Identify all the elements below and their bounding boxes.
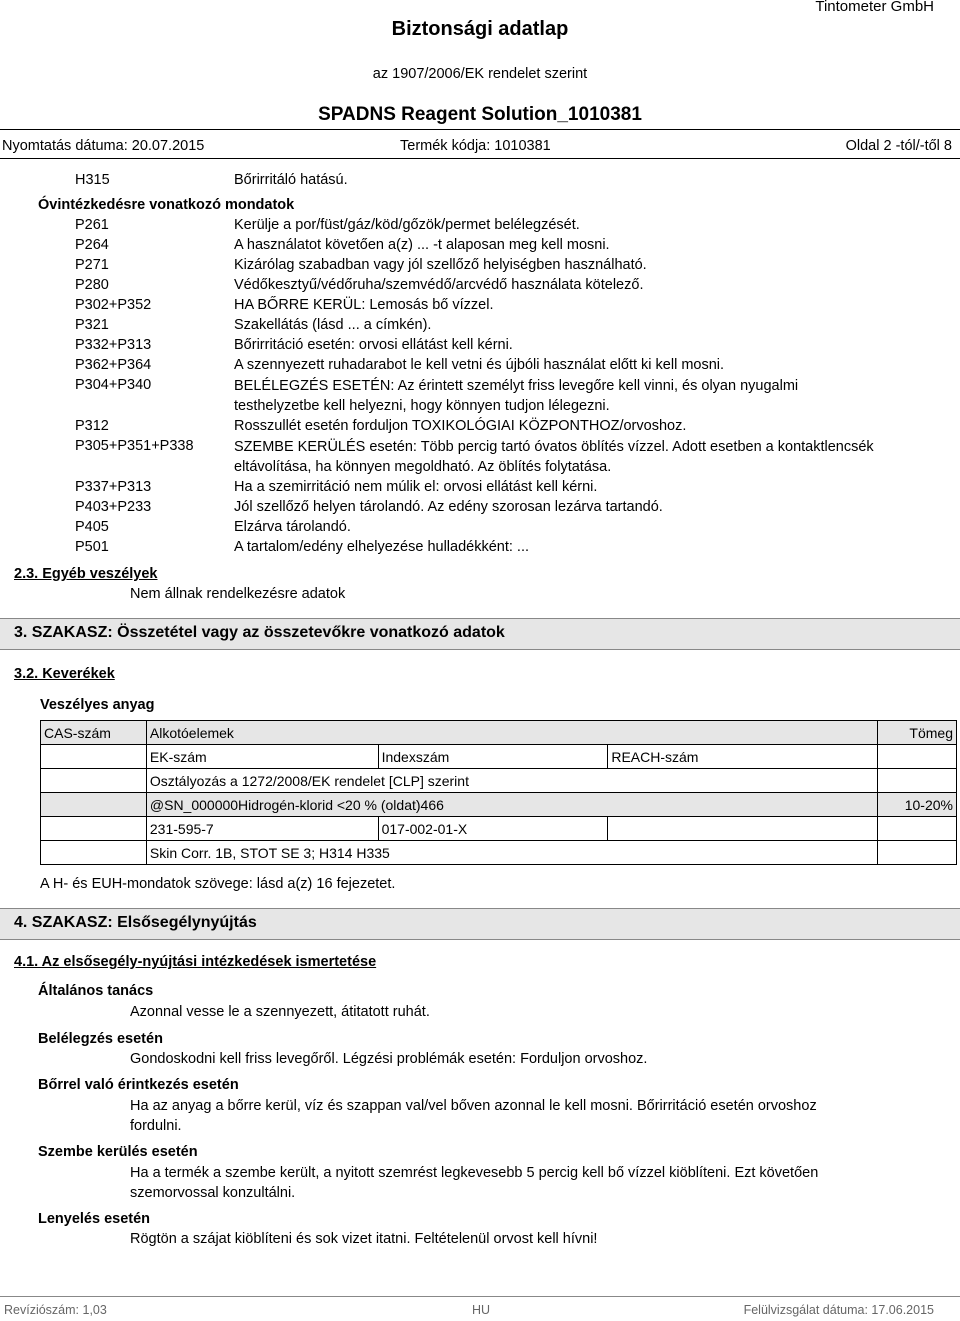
footer-divider bbox=[0, 1296, 960, 1297]
p-text: A tartalom/edény elhelyezése hulladékként: ... bbox=[234, 539, 530, 555]
col-mass: Tömeg bbox=[878, 721, 957, 745]
first-aid-label: Általános tanács bbox=[38, 983, 154, 999]
review-date: Felülvizsgálat dátuma: 17.06.2015 bbox=[743, 1303, 934, 1317]
hazardous-substance-heading: Veszélyes anyag bbox=[40, 697, 155, 713]
row-mass: 10-20% bbox=[878, 793, 957, 817]
precautionary-heading: Óvintézkedésre vonatkozó mondatok bbox=[38, 197, 295, 213]
p-text: A használatot követően a(z) ... -t alaposan meg kell mosni. bbox=[234, 237, 610, 253]
row-index: 017-002-01-X bbox=[378, 817, 608, 841]
first-aid-label: Belélegzés esetén bbox=[38, 1031, 163, 1047]
p-code: P405 bbox=[75, 519, 109, 535]
revision-number: Revíziószám: 1,03 bbox=[4, 1303, 107, 1317]
first-aid-text: Azonnal vesse le a szennyezett, átitatott ruhát. bbox=[130, 1004, 430, 1020]
hazard-text: Bőrirritáló hatású. bbox=[234, 172, 348, 188]
p-code: P312 bbox=[75, 418, 109, 434]
col-index: Indexszám bbox=[378, 745, 608, 769]
section-3-title: 3. SZAKASZ: Összetétel vagy az összetevőkre vonatkozó adatok bbox=[14, 624, 505, 641]
first-aid-text: Rögtön a szájat kiöblíteni és sok vizet itatni. Feltételenül orvost kell hívni! bbox=[130, 1231, 598, 1247]
first-aid-heading: 4.1. Az elsősegély-nyújtási intézkedések ismertetése bbox=[14, 954, 377, 970]
p-code: P305+P351+P338 bbox=[75, 438, 194, 454]
product-code: Termék kódja: 1010381 bbox=[400, 138, 551, 154]
row-ec: 231-595-7 bbox=[146, 817, 378, 841]
p-text: Rosszullét esetén forduljon TOXIKOLÓGIAI KÖZPONTHOZ/orvoshoz. bbox=[234, 418, 687, 434]
col-components: Alkotóelemek bbox=[146, 721, 877, 745]
p-code: P280 bbox=[75, 277, 109, 293]
p-code: P304+P340 bbox=[75, 377, 152, 393]
header-divider bbox=[0, 158, 960, 159]
hazard-code: H315 bbox=[75, 172, 110, 188]
first-aid-text: Ha az anyag a bőrre kerül, víz és szappan val/vel bőven azonnal le kell mosni. Bőrirritáció esetén orvoshoz fordulni. bbox=[130, 1098, 817, 1134]
language-code: HU bbox=[472, 1303, 491, 1317]
mixtures-heading: 3.2. Keverékek bbox=[14, 666, 115, 682]
p-code: P403+P233 bbox=[75, 499, 152, 515]
first-aid-label: Szembe kerülés esetén bbox=[38, 1144, 198, 1160]
p-code: P264 bbox=[75, 237, 109, 253]
row-classification: Skin Corr. 1B, STOT SE 3; H314 H335 bbox=[146, 841, 877, 865]
p-text: Védőkesztyű/védőruha/szemvédő/arcvédő használata kötelező. bbox=[234, 277, 644, 293]
section-3-header bbox=[0, 618, 960, 650]
company-name: Tintometer GmbH bbox=[815, 0, 934, 15]
col-reach: REACH-szám bbox=[608, 745, 878, 769]
header-divider bbox=[0, 129, 960, 130]
print-date: Nyomtatás dátuma: 20.07.2015 bbox=[2, 138, 205, 154]
p-code: P302+P352 bbox=[75, 297, 152, 313]
p-code: P321 bbox=[75, 317, 109, 333]
p-code: P501 bbox=[75, 539, 109, 555]
col-ec: EK-szám bbox=[146, 745, 378, 769]
section-4-header bbox=[0, 908, 960, 940]
col-classification: Osztályozás a 1272/2008/EK rendelet [CLP] szerint bbox=[146, 769, 877, 793]
p-text: SZEMBE KERÜLÉS esetén: Több percig tartó óvatos öblítés vízzel. Adott esetben a kontaktlencsék eltávolítása, ha könnyen megoldható. Az öblítés folytatása. bbox=[234, 439, 874, 475]
p-text: Elzárva tárolandó. bbox=[234, 519, 351, 535]
regulation-subtitle: az 1907/2006/EK rendelet szerint bbox=[372, 66, 588, 82]
section-4-title: 4. SZAKASZ: Elsősegélynyújtás bbox=[14, 914, 257, 931]
p-text: BELÉLEGZÉS ESETÉN: Az érintett személyt friss levegőre kell vinni, és olyan nyugalmi testhelyzetbe kell helyezni, hogy könnyen tudjon lélegezni. bbox=[234, 378, 799, 414]
first-aid-text: Ha a termék a szembe került, a nyitott szemrést legkevesebb 5 percig kell bő vízzel kiöblíteni. Ezt követően szemorvossal konzultálni. bbox=[130, 1165, 819, 1201]
p-code: P271 bbox=[75, 257, 109, 273]
composition-table bbox=[40, 720, 957, 865]
p-text: Szakellátás (lásd ... a címkén). bbox=[234, 317, 432, 333]
p-text: Bőrirritáció esetén: orvosi ellátást kell kérni. bbox=[234, 337, 513, 353]
p-text: HA BŐRRE KERÜL: Lemosás bő vízzel. bbox=[234, 297, 494, 313]
page-number: Oldal 2 -tól/-től 8 bbox=[845, 138, 952, 154]
first-aid-label: Bőrrel való érintkezés esetén bbox=[38, 1077, 239, 1093]
document-title: Biztonsági adatlap bbox=[391, 18, 569, 40]
p-text: Kizárólag szabadban vagy jól szellőző helyiségben használható. bbox=[234, 257, 647, 273]
h-statements-note: A H- és EUH-mondatok szövege: lásd a(z) 16 fejezetet. bbox=[40, 876, 396, 892]
other-hazards-heading: 2.3. Egyéb veszélyek bbox=[14, 566, 158, 582]
p-text: Jól szellőző helyen tárolandó. Az edény szorosan lezárva tartandó. bbox=[234, 499, 663, 515]
first-aid-label: Lenyelés esetén bbox=[38, 1211, 151, 1227]
col-cas: CAS-szám bbox=[41, 721, 147, 745]
row-reach bbox=[608, 817, 878, 841]
p-text: A szennyezett ruhadarabot le kell vetni és újbóli használat előtt ki kell mosni. bbox=[234, 357, 725, 373]
p-text: Kerülje a por/füst/gáz/köd/gőzök/permet belélegzését. bbox=[234, 217, 580, 233]
p-code: P261 bbox=[75, 217, 109, 233]
p-code: P337+P313 bbox=[75, 479, 152, 495]
first-aid-text: Gondoskodni kell friss levegőről. Légzési problémák esetén: Forduljon orvoshoz. bbox=[130, 1051, 648, 1067]
p-code: P332+P313 bbox=[75, 337, 152, 353]
product-name: SPADNS Reagent Solution_1010381 bbox=[318, 104, 642, 125]
p-code: P362+P364 bbox=[75, 357, 152, 373]
other-hazards-text: Nem állnak rendelkezésre adatok bbox=[130, 586, 346, 602]
row-component: @SN_000000Hidrogén-klorid <20 % (oldat)466 bbox=[146, 793, 877, 817]
p-text: Ha a szemirritáció nem múlik el: orvosi ellátást kell kérni. bbox=[234, 479, 598, 495]
row-cas bbox=[41, 793, 147, 817]
